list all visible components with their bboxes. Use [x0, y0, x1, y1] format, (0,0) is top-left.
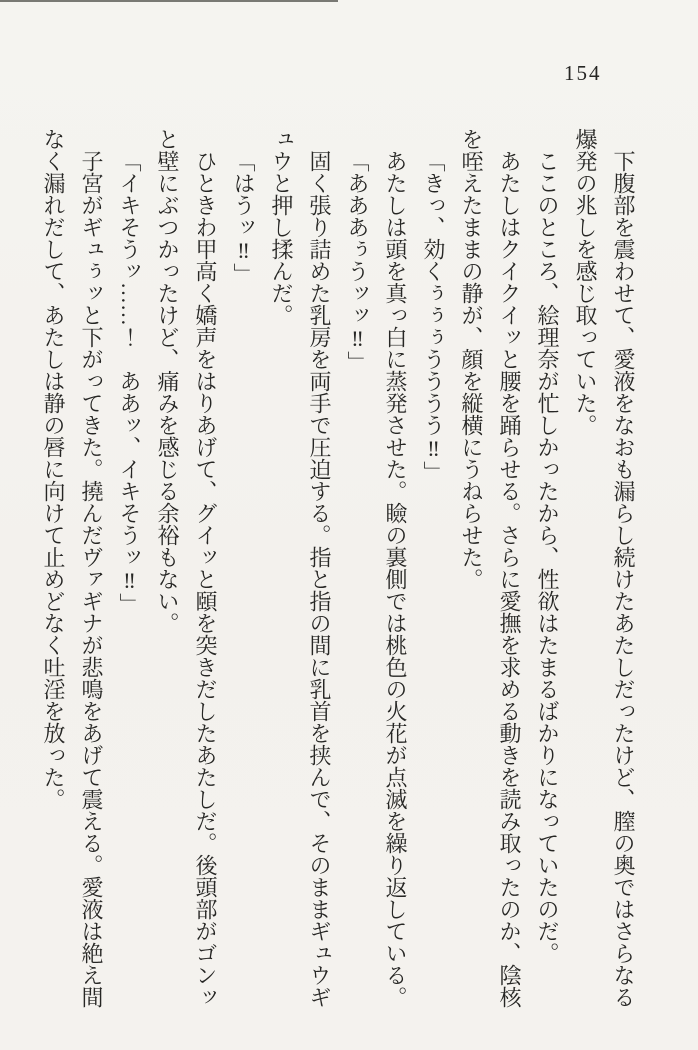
scan-edge-artifact [0, 0, 338, 2]
paragraph: ひときわ甲高く嬌声をはりあげて、グイッと頤を突きだしたあたしだ。後頭部がゴンッと壁にぶつかったけど、痛みを感じる余裕もない。 [155, 128, 218, 1008]
paragraph: 下腹部を震わせて、愛液をなおも漏らし続けたあたしだったけど、膣の奥ではさらなる爆発の兆しを感じ取っていた。 [573, 128, 636, 1008]
paragraph: 「はうッ‼」 [231, 150, 256, 285]
page-number: 154 [564, 61, 602, 85]
paragraph: 「イキそうッ……！ ああッ、イキそうッ‼」 [117, 150, 142, 615]
paragraph: あたしはクイクイッと腰を踊らせる。さらに愛撫を求める動きを読み取ったのか、陰核を咥えたままの静が、顔を縦横にうねらせた。 [459, 128, 522, 1008]
paragraph: ここのところ、絵理奈が忙しかったから、性欲はたまるばかりになっていたのだ。 [535, 150, 560, 964]
paragraph: 「あああぅうッッ‼」 [345, 150, 370, 373]
paragraph: 子宮がギュぅッと下がってきた。撓んだヴァギナが悲鳴をあげて震える。愛液は絶え間なく漏れだして、あたしは静の唇に向けて止めどなく吐淫を放った。 [41, 128, 104, 1008]
body-text-vertical [28, 128, 642, 1020]
paragraph: 「きっ、効くぅぅぅうううう‼」 [421, 150, 446, 483]
paragraph: あたしは頭を真っ白に蒸発させた。瞼の裏側では桃色の火花が点滅を繰り返している。 [383, 150, 408, 1008]
paragraph: 固く張り詰めた乳房を両手で圧迫する。指と指の間に乳首を挟んで、そのままギュウギュウと押し揉んだ。 [269, 128, 332, 1008]
